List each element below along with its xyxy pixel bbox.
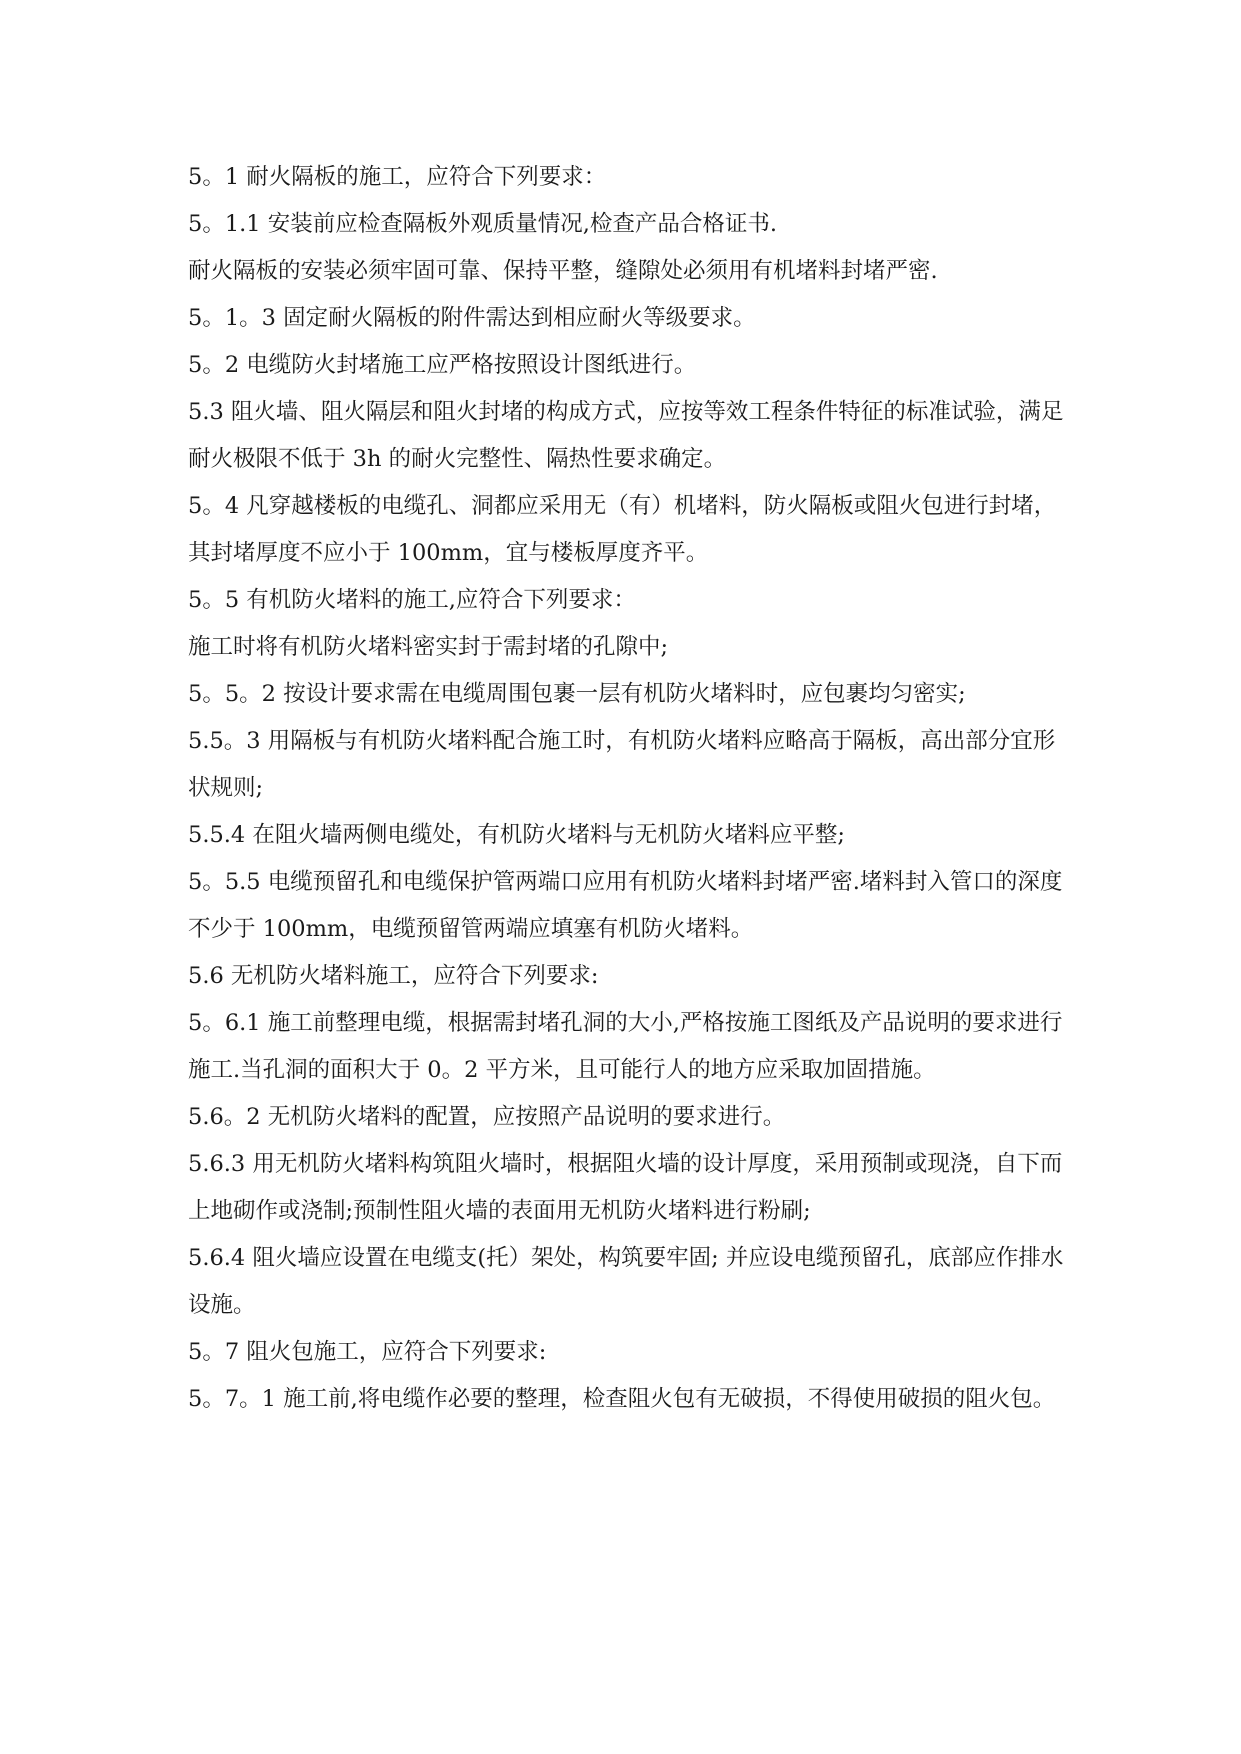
paragraph: 5。1。3 固定耐火隔板的附件需达到相应耐火等级要求。: [188, 305, 756, 331]
paragraph: 5。5 有机防火堵料的施工,应符合下列要求：: [188, 587, 636, 613]
paragraph: 5。4 凡穿越楼板的电缆孔、洞都应采用无（有）机堵料，防火隔板或阻火包进行封堵，其封堵厚度不应小于 100mm，宜与楼板厚度齐平。: [188, 493, 1057, 566]
paragraph: 5。1 耐火隔板的施工，应符合下列要求：: [188, 164, 607, 190]
paragraph: 5。6.1 施工前整理电缆，根据需封堵孔洞的大小,严格按施工图纸及产品说明的要求进行施工.当孔洞的面积大于 0。2 平方米，且可能行人的地方应采取加固措施。: [188, 1010, 1063, 1083]
paragraph: 5.5.4 在阻火墙两侧电缆处，有机防火堵料与无机防火堵料应平整;: [188, 822, 845, 848]
paragraph: 施工时将有机防火堵料密实封于需封堵的孔隙中;: [188, 634, 669, 660]
paragraph: 5.6.4 阻火墙应设置在电缆支(托）架处，构筑要牢固; 并应设电缆预留孔，底部应作排水设施。: [188, 1245, 1064, 1318]
paragraph: 5。5.5 电缆预留孔和电缆保护管两端口应用有机防火堵料封堵严密.堵料封入管口的深度不少于 100mm，电缆预留管两端应填塞有机防火堵料。: [188, 869, 1063, 942]
paragraph: 5.6.3 用无机防火堵料构筑阻火墙时，根据阻火墙的设计厚度，采用预制或现浇，自下而上地砌作或浇制;预制性阻火墙的表面用无机防火堵料进行粉刷;: [188, 1151, 1063, 1224]
paragraph: 5.3 阻火墙、阻火隔层和阻火封堵的构成方式，应按等效工程条件特征的标准试验，满足耐火极限不低于 3h 的耐火完整性、隔热性要求确定。: [188, 399, 1064, 472]
paragraph: 5.5。3 用隔板与有机防火堵料配合施工时，有机防火堵料应略高于隔板，高出部分宜形状规则;: [188, 728, 1056, 801]
paragraph: 5。1.1 安装前应检查隔板外观质量情况,检查产品合格证书.: [188, 211, 778, 237]
paragraph: 5.6。2 无机防火堵料的配置，应按照产品说明的要求进行。: [188, 1104, 786, 1130]
paragraph: 5.6 无机防火堵料施工，应符合下列要求:: [188, 963, 599, 989]
paragraph: 耐火隔板的安装必须牢固可靠、保持平整，缝隙处必须用有机堵料封堵严密.: [188, 258, 938, 284]
paragraph: 5。7。1 施工前,将电缆作必要的整理，检查阻火包有无破损，不得使用破损的阻火包。: [188, 1386, 1056, 1412]
document-body: [188, 154, 1068, 1423]
paragraph: 5。2 电缆防火封堵施工应严格按照设计图纸进行。: [188, 352, 697, 378]
paragraph: 5。5。2 按设计要求需在电缆周围包裹一层有机防火堵料时，应包裹均匀密实;: [188, 681, 966, 707]
paragraph: 5。7 阻火包施工，应符合下列要求:: [188, 1339, 547, 1365]
